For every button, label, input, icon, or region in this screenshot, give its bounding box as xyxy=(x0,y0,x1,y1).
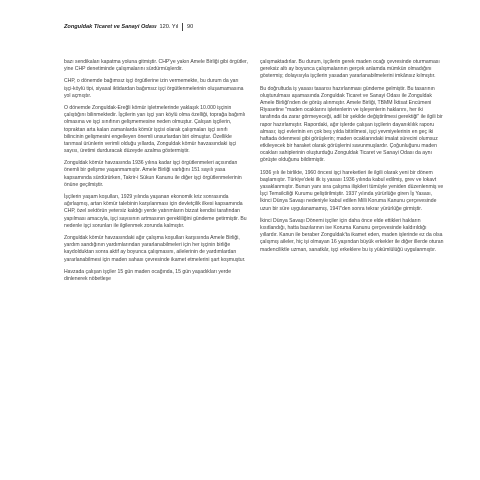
anniversary-label: 120. Yıl xyxy=(159,23,179,30)
paragraph: Havzada çalışan işçiler 15 gün maden ocağında, 15 gün yaşadıkları yerde dinlenerek nöbetleşe xyxy=(64,268,232,282)
paragraph: Zonguldak kömür havzasında 1936 yılına kadar işçi örgütlenmeleri açısından önemli bir gelişme yaşanmamıştır. Amele Birliği varlığını 151 sayılı yasa kapsamında sürdürürken, Takrir-i Sükun Kanunu ile diğer işçi örgütlenmelerinin önüne geçilmiştir. xyxy=(64,160,242,188)
paragraph: bazı sendikaları kapatma yoluna gitmiştir. CHP'ye yakın Amele Birliği gibi örgütler, yine CHP denetiminde çalışmalarını sürdürmüşlerdir. xyxy=(64,59,248,73)
paragraph: Zonguldak kömür havzasındaki ağır çalışma koşulları karşısında Amele Birliği, yardım sandığının yardımlarından yararlanabilmeleri için her işçinin birliğe kaydolduktan sonra aktif ay boyunca çalışmasını, ailelerinin de yardımlardan yararlanabilmesi için maden sahası çevresinde ikamet etmelerini şart koşmuştur. xyxy=(64,234,246,263)
paragraph: O dönemde Zonguldak-Ereğli kömür işletmelerinde yaklaşık 10.000 işçinin çalıştığını bilinmektedir. İşçilerin yarı işçi yarı köylü olma özelliği, toprağa bağımlı olmasına ve işçi sınıfının gelişmemesine neden olmuştur. Çalışan işçilerin, topraktan arta kalan zamanlarda kömür işçisi olarak çalışmaları işçi sınıfı bilincinin gelişmesini engelleyen önemli unsurlardan biri olmuştur. Özellikle tarımsal ürünlerin verimli olduğu yıllarda, Zonguldak kömür havzasındaki işçi sayısı, üretimi durduracak düzeyde azalma göstermiştir. xyxy=(64,104,246,155)
header-divider xyxy=(182,23,183,31)
paragraph: CHP, o dönemde bağımsız işçi örgütlerine izin vermemekte, bu durum da yarı işçi-köylü tipi, siyasal iktidardan bağımsız işçi örgütlenmelerinin oluşamamasına yol açmıştır. xyxy=(64,78,244,99)
paragraph: İkinci Dünya Savaşı Dönemi işçiler için daha önce elde ettikleri hakların kısıtlandığı, hatta bazılarının ise Koruma Kanunu çerçevesinde kaldırıldığı yıllardır. Kanun ile beraber Zonguldak'ta ikamet eden, maden işlerinde ez da olsa çalışmış aileler, hiç işi olmayan 16 yaşından büyük erkekler ile diğer illerde oturan madenciliktle uzman, sanatkâr, işçi erkeklere bu iş yükümlülüğü uygulanmıştır. xyxy=(260,217,444,253)
paragraph: 1936 yılı ile birlikte, 1960 öncesi işçi hareketleri ile ilgili olarak yeni bir dönem başlamıştır. Türkiye'deki ilk iş yasası 1936 yılında kabul edilmiş, grev ve lokavt yasaklanmıştır. Bunun yanı sıra çalışma ilişkileri tümüyle yeniden düzenlenmiş ve İşçi Temsilciliği Kurumu geliştirilmiştir. 1937 yılında yürürlüğe giren İş Yasası, İkinci Dünya Savaşı nedeniyle kabul edilen Milli Koruma Kanunu çerçevesinde uzun bir süre uygulanamamış, 1947'den sonra tekrar yürürlüğe girmiştir. xyxy=(260,169,444,212)
paragraph: Bu doğrultuda iş yasası tasarısı hazırlanması gündeme gelmiştir. Bu tasarının oluşturulması aşamasında Zonguldak Ticaret ve Sanayi Odası ile Zonguldak Amele Birliği'nden de görüş alınmıştır. Amele Birliği, TBMM İktisat Encümeni Riyasetine "maden ocaklarını işletenlerin ve işleyenlerin haklarını, her iki tarafında da zarar görmeyeceği, adil bir şekilde değiştirilmesi gerektiği" ile ilgili bir rapor hazırlamıştır. Rapordaki, ağır işlerde çalışan işçilerin dayanıklılık raporu alması; işçi evlerinin en çok beş yılda bitirilmesi, işçi yevmiyelerinin en geç iki haftada ödenmesi gibi görüşlerin; maden ocaklarındaki imalat sürecini olumsuz etkileyecek bir haraket olarak görüşlerini savunmuşlardır. Çoğunluğunu maden ocakları sahiplerinin oluşturduğu Zonguldak Ticaret ve Sanayi Odası da aynı görüşte olduğunu bildirmiştir. xyxy=(260,85,443,164)
paragraph: İşçilerin yaşam koşulları, 1929 yılında yaşanan ekonomik kriz sonrasında ağırlaşmış, artan kömür talebinin karşılanması için devletçilik ilkesi kapsamında CHP, özel sektörün yetersiz kaldığı yerde yatırımların bizzat kendisi tarafından yapılması amacıyla, işçi sayısının artmasının gerekliliğini gündeme getirmiştir. Bu nedenle işçi sorunları ile ilgilenmek zorunda kalmıştır. xyxy=(64,194,247,229)
page-number: 90 xyxy=(187,23,194,30)
running-header xyxy=(64,23,193,31)
left-text-column xyxy=(64,59,248,288)
right-text-column xyxy=(260,59,444,259)
publication-title: Zonguldak Ticaret ve Sanayi Odası xyxy=(64,23,157,30)
paragraph: çalışmaktadırlar. Bu durum, işçilerin gerek maden ocağı çevresinde oturmaması gereksiz altı ay boyunca çalışmalarının gerçek anlamda mümkün olmadığını göstermiş; dolayısıyla işçilerin yasadan yararlanabilmelerini imkânsız kılmıştır. xyxy=(260,59,440,80)
